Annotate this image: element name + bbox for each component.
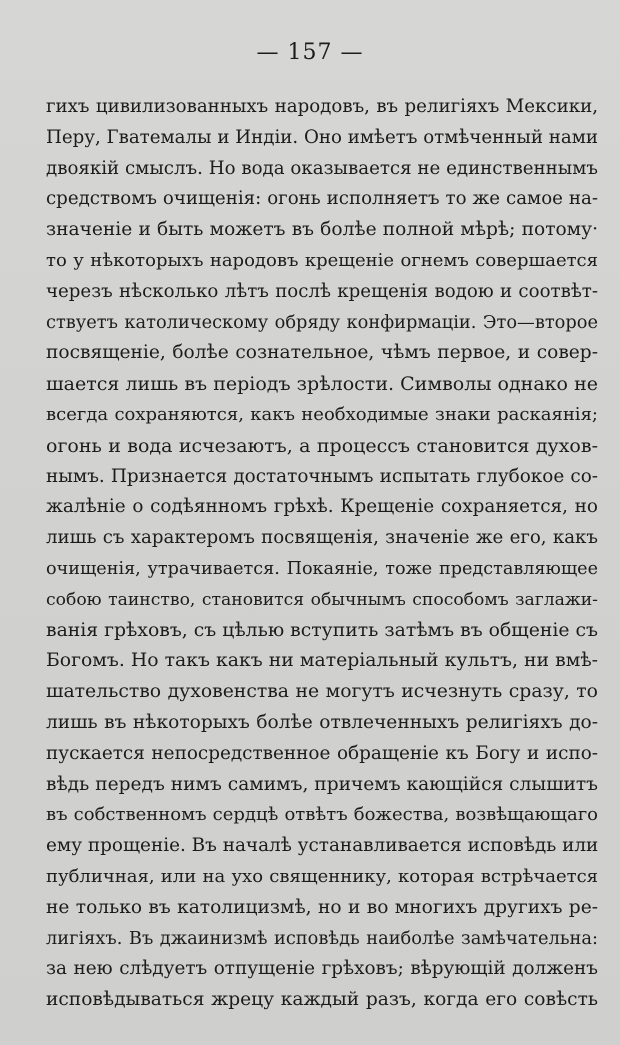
text-line: двоякій смыслъ. Но вода оказывается не единственнымъ [46, 157, 598, 179]
text-line: за нею слѣдуетъ отпущеніе грѣховъ; вѣрующій долженъ [46, 958, 598, 980]
text-line: шательство духовенства не могутъ исчезнуть сразу, то [46, 681, 598, 703]
text-line: въ собственномъ сердцѣ отвѣтъ божества, возвѣщающаго [46, 804, 598, 826]
text-line: ванія грѣховъ, съ цѣлью вступить затѣмъ въ общеніе съ [46, 619, 598, 641]
text-line: значеніе и быть можетъ въ болѣе полной мѣрѣ; потому· [46, 219, 598, 241]
text-line: нымъ. Признается достаточнымъ испытать глубокое со- [46, 465, 598, 487]
text-line: лишь съ характеромъ посвященія, значеніе же его, какъ [46, 527, 598, 549]
text-line: лишь въ нѣкоторыхъ болѣе отвлеченныхъ религіяхъ до- [46, 711, 598, 733]
text-line: очищенія, утрачивается. Покаяніе, тоже представляющее [46, 558, 598, 579]
text-line: лигіяхъ. Въ джаинизмѣ исповѣдь наиболѣе замѣчательна: [46, 927, 598, 949]
text-line: шается лишь въ періодъ зрѣлости. Символы однако не [46, 373, 598, 396]
text-line: Богомъ. Но такъ какъ ни матеріальный культъ, ни вмѣ- [46, 650, 598, 672]
text-line: собою таинство, становится обычнымъ способомъ заглажи- [46, 589, 598, 610]
page-number: — 157 — [256, 40, 364, 65]
text-line: всегда сохраняются, какъ необходимые знаки раскаянія; [46, 403, 598, 425]
body-text [46, 92, 598, 1016]
text-line: гихъ цивилизованныхъ народовъ, въ религіяхъ Мексики, [46, 96, 598, 117]
text-line: Перу, Гватемалы и Индіи. Оно имѣетъ отмѣченный нами [46, 126, 598, 148]
text-line: огонь и вода исчезаютъ, а процессъ становится духов- [46, 434, 598, 457]
text-line: черезъ нѣсколько лѣтъ послѣ крещенія водою и соотвѣт- [46, 280, 598, 302]
text-line: не только въ католицизмѣ, но и во многихъ другихъ ре- [46, 896, 598, 918]
text-line: вѣдь передъ нимъ самимъ, причемъ кающійся слышитъ [46, 773, 598, 795]
text-line: жалѣніе о содѣянномъ грѣхѣ. Крещеніе сохраняется, но [46, 496, 598, 518]
text-line: средствомъ очищенія: огонь исполняетъ то же самое на- [46, 188, 598, 210]
text-line: публичная, или на ухо священнику, которая встрѣчается [46, 865, 598, 887]
text-line: пускается непосредственное обращеніе къ Богу и испо- [46, 742, 598, 764]
text-line: исповѣдываться жрецу каждый разъ, когда его совѣсть [46, 989, 598, 1011]
text-line: то у нѣкоторыхъ народовъ крещеніе огнемъ совершается [46, 249, 598, 271]
text-line: посвященіе, болѣе сознательное, чѣмъ первое, и совер- [46, 342, 598, 364]
text-line: ему прощеніе. Въ началѣ устанавливается исповѣдь или [46, 835, 599, 857]
text-line: ствуетъ католическому обряду конфирмаціи. Это—второе [46, 311, 598, 333]
